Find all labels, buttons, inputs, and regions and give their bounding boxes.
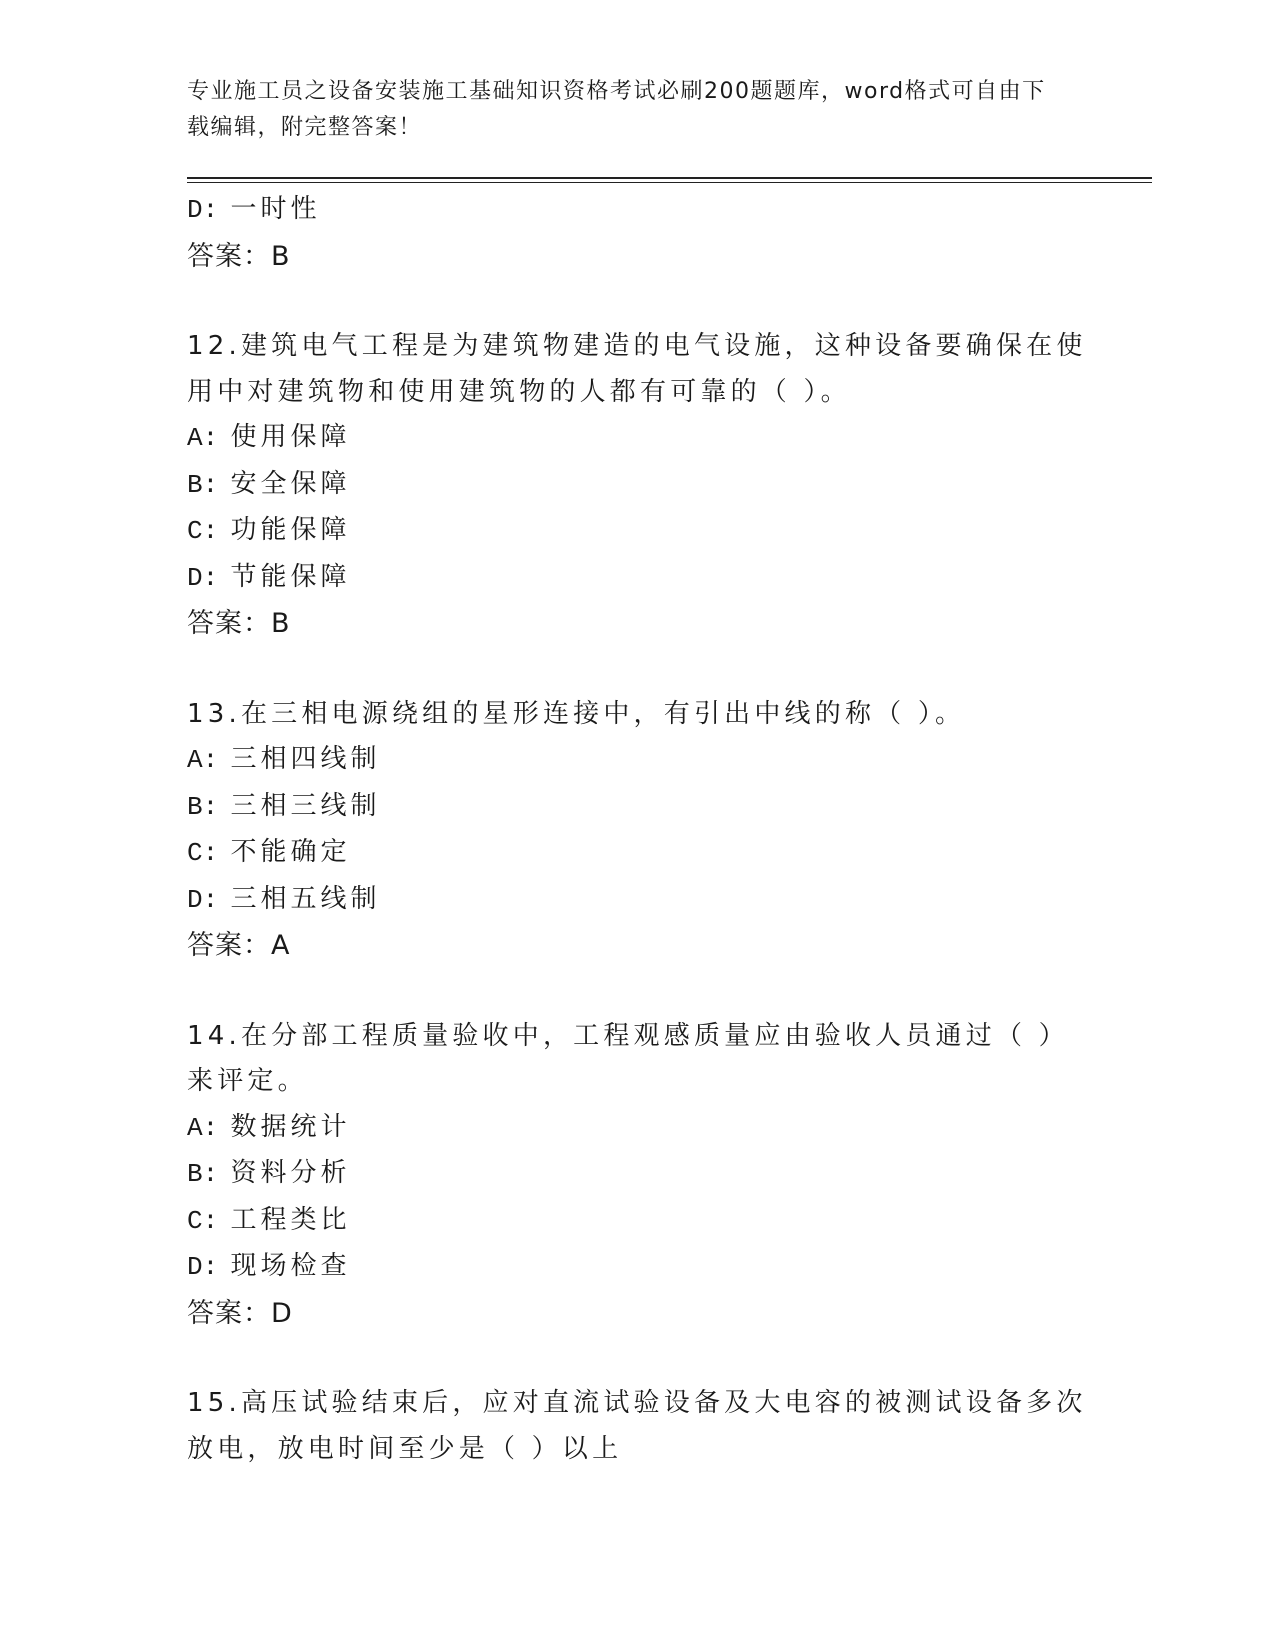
question-13 — [187, 692, 1087, 969]
question-stem: 15.高压试验结束后，应对直流试验设备及大电容的被测试设备多次放电，放电时间至少是（ ）以上 — [187, 1388, 1087, 1464]
option-item — [187, 830, 1087, 877]
option-text: 资料分析 — [230, 1158, 351, 1188]
option-text: 现场检查 — [230, 1251, 351, 1281]
question-stem: 12.建筑电气工程是为建筑物建造的电气设施，这种设备要确保在使用中对建筑物和使用建筑物的人都有可靠的（ ）。 — [187, 331, 1087, 407]
option-key: D: — [187, 562, 219, 593]
option-key: A: — [187, 1112, 219, 1143]
option-key: A: — [187, 423, 219, 453]
document-header: 专业施工员之设备安装施工基础知识资格考试必刷200题题库，word格式可自由下载编辑，附完整答案！ — [187, 79, 1046, 140]
question-14 — [187, 1014, 1087, 1337]
option-item — [187, 555, 1087, 602]
option-text: 三相五线制 — [230, 883, 381, 914]
option-key: C: — [187, 516, 219, 546]
option-key: D: — [187, 1252, 219, 1282]
option-item — [187, 187, 1087, 234]
option-item — [187, 784, 1087, 831]
option-item — [187, 462, 1087, 509]
question-15 — [187, 1381, 1087, 1472]
option-key: B: — [187, 1159, 219, 1189]
answer-line: 答案：D — [187, 1297, 293, 1329]
option-key: D: — [187, 195, 219, 225]
option-item — [187, 1105, 1087, 1152]
header-divider-thick — [187, 177, 1152, 179]
option-text: 工程类比 — [230, 1204, 351, 1235]
option-item — [187, 1151, 1087, 1198]
header-divider-thin — [187, 182, 1152, 183]
carryover-block — [187, 187, 1087, 279]
option-key: C: — [187, 1205, 219, 1236]
answer-line: 答案：B — [187, 608, 291, 639]
option-item — [187, 508, 1087, 555]
option-key: D: — [187, 884, 219, 915]
answer-line: 答案：B — [187, 240, 291, 272]
question-list — [187, 187, 1087, 1472]
option-item — [187, 877, 1087, 924]
option-key: A: — [187, 745, 219, 775]
option-text: 使用保障 — [230, 422, 351, 452]
question-12 — [187, 324, 1087, 647]
option-text: 功能保障 — [230, 515, 351, 545]
option-text: 三相四线制 — [230, 744, 381, 774]
option-item — [187, 737, 1087, 784]
question-stem: 13.在三相电源绕组的星形连接中，有引出中线的称（ ）。 — [187, 698, 966, 729]
option-item — [187, 1244, 1087, 1291]
option-text: 一时性 — [230, 194, 321, 224]
option-text: 数据统计 — [230, 1111, 351, 1142]
option-text: 三相三线制 — [230, 790, 381, 821]
option-item — [187, 1198, 1087, 1245]
option-text: 节能保障 — [230, 561, 351, 592]
option-key: B: — [187, 791, 219, 822]
option-text: 不能确定 — [230, 837, 351, 867]
answer-line: 答案：A — [187, 930, 291, 961]
option-key: B: — [187, 469, 219, 500]
question-stem: 14.在分部工程质量验收中，工程观感质量应由验收人员通过（ ）来评定。 — [187, 1020, 1069, 1096]
option-text: 安全保障 — [230, 468, 351, 499]
option-key: C: — [187, 838, 219, 868]
option-item — [187, 415, 1087, 462]
